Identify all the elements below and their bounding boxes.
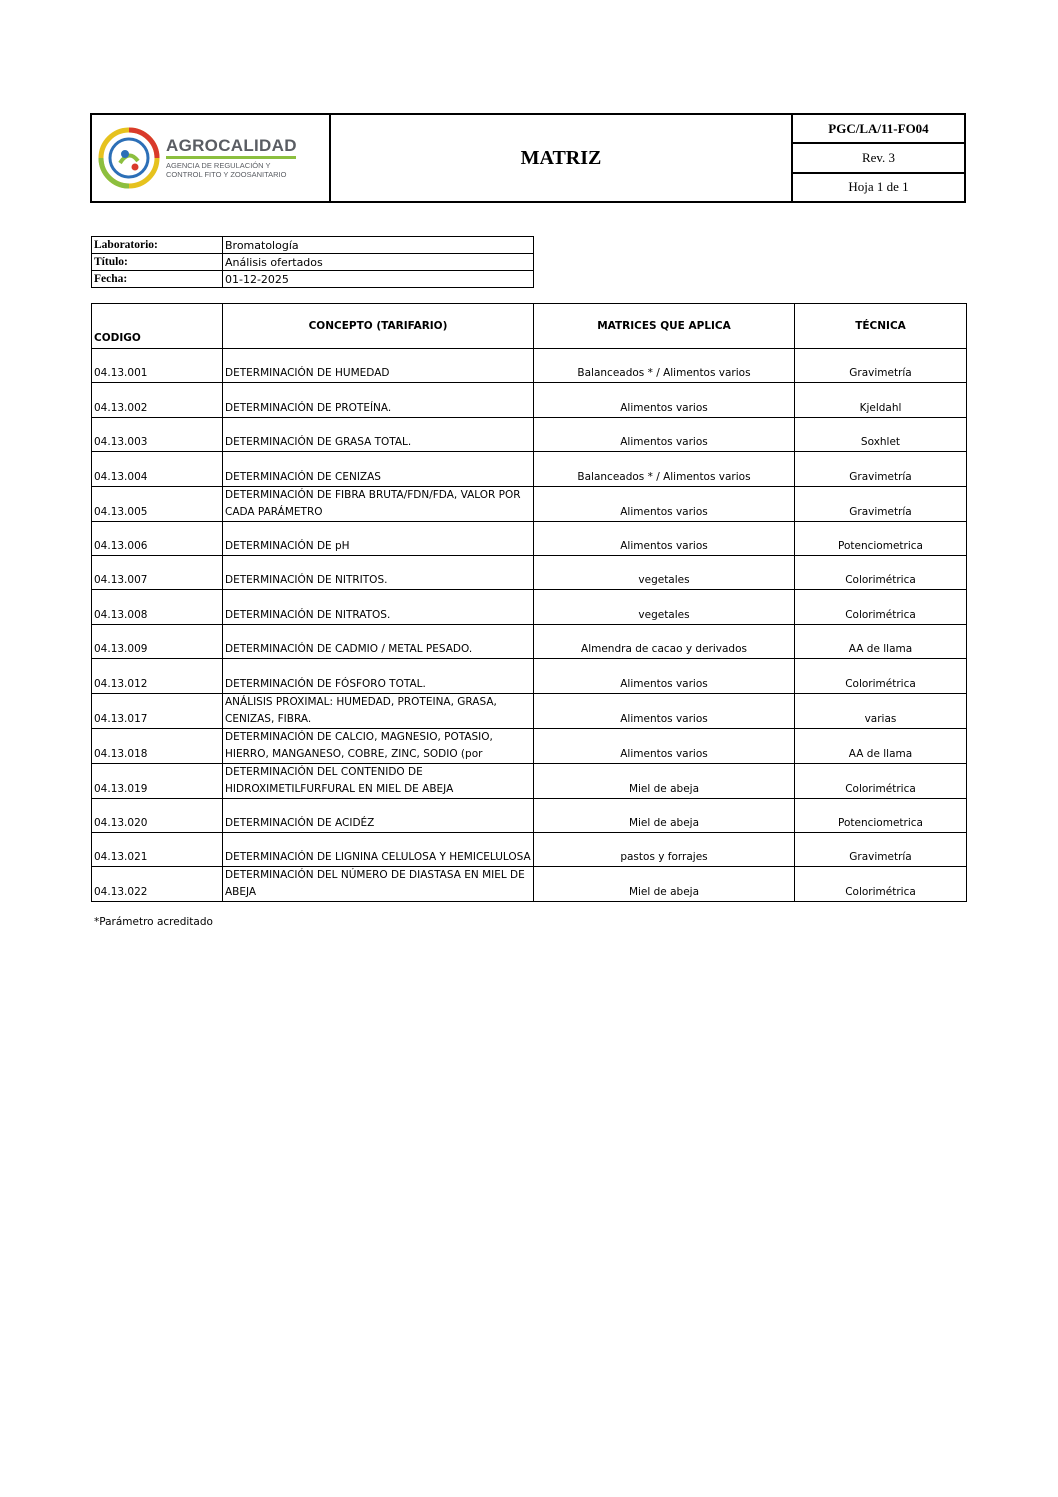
cell-technique: Potenciometrica xyxy=(795,521,967,555)
cell-technique: Colorimétrica xyxy=(795,659,967,693)
cell-code: 04.13.019 xyxy=(92,763,223,798)
cell-technique: Kjeldahl xyxy=(795,383,967,417)
document-header xyxy=(90,113,966,203)
info-row-laboratorio xyxy=(92,237,534,254)
cell-concept: DETERMINACIÓN DEL NÚMERO DE DIASTASA EN MIEL DE ABEJA xyxy=(223,867,534,902)
cell-technique: Gravimetría xyxy=(795,486,967,521)
column-header-concepto: CONCEPTO (TARIFARIO) xyxy=(223,304,534,349)
logo-cell xyxy=(92,115,331,201)
document-revision: Rev. 3 xyxy=(793,142,964,171)
info-label: Título: xyxy=(92,254,223,271)
cell-technique: Soxhlet xyxy=(795,417,967,451)
cell-code: 04.13.017 xyxy=(92,693,223,728)
document-code: PGC/LA/11-FO04 xyxy=(828,120,929,136)
table-row xyxy=(92,521,967,555)
cell-concept: DETERMINACIÓN DE CENIZAS xyxy=(223,452,534,486)
logo-subtitle-1: AGENCIA DE REGULACIÓN Y xyxy=(166,160,271,170)
cell-matrix: pastos y forrajes xyxy=(534,832,795,866)
cell-code: 04.13.003 xyxy=(92,417,223,451)
info-label: Laboratorio: xyxy=(92,237,223,254)
cell-matrix: Alimentos varios xyxy=(534,383,795,417)
cell-technique: Gravimetría xyxy=(795,349,967,383)
cell-technique: Colorimétrica xyxy=(795,590,967,624)
cell-concept: DETERMINACIÓN DE PROTEÍNA. xyxy=(223,383,534,417)
table-row xyxy=(92,693,967,728)
cell-matrix: Alimentos varios xyxy=(534,693,795,728)
cell-matrix: Miel de abeja xyxy=(534,763,795,798)
table-row xyxy=(92,832,967,866)
table-row xyxy=(92,555,967,589)
column-header-tecnica: TÉCNICA xyxy=(795,304,967,349)
cell-concept: DETERMINACIÓN DE CADMIO / METAL PESADO. xyxy=(223,624,534,658)
logo-underline xyxy=(166,156,296,159)
cell-code: 04.13.006 xyxy=(92,521,223,555)
cell-concept: DETERMINACIÓN DE NITRATOS. xyxy=(223,590,534,624)
cell-matrix: Almendra de cacao y derivados xyxy=(534,624,795,658)
table-row xyxy=(92,486,967,521)
cell-matrix: Alimentos varios xyxy=(534,486,795,521)
cell-code: 04.13.004 xyxy=(92,452,223,486)
cell-concept: DETERMINACIÓN DE LIGNINA CELULOSA Y HEMICELULOSA xyxy=(223,832,534,866)
cell-code: 04.13.022 xyxy=(92,867,223,902)
cell-concept: DETERMINACIÓN DE pH xyxy=(223,521,534,555)
table-row xyxy=(92,763,967,798)
cell-matrix: vegetales xyxy=(534,590,795,624)
table-row xyxy=(92,417,967,451)
cell-technique: Potenciometrica xyxy=(795,798,967,832)
column-header-codigo: CODIGO xyxy=(92,304,223,349)
cell-concept: DETERMINACIÓN DE CALCIO, MAGNESIO, POTASIO, HIERRO, MANGANESO, COBRE, ZINC, SODIO (por xyxy=(223,728,534,763)
cell-concept: DETERMINACIÓN DE ACIDÉZ xyxy=(223,798,534,832)
cell-code: 04.13.012 xyxy=(92,659,223,693)
cell-matrix: vegetales xyxy=(534,555,795,589)
cell-technique: Colorimétrica xyxy=(795,763,967,798)
info-table xyxy=(91,236,534,288)
cell-technique: AA de llama xyxy=(795,728,967,763)
cell-matrix: Alimentos varios xyxy=(534,659,795,693)
cell-matrix: Alimentos varios xyxy=(534,521,795,555)
cell-code: 04.13.002 xyxy=(92,383,223,417)
cell-concept: DETERMINACIÓN DE FÓSFORO TOTAL. xyxy=(223,659,534,693)
document-page: Hoja 1 de 1 xyxy=(793,172,964,201)
document-meta xyxy=(793,115,964,201)
table-row xyxy=(92,383,967,417)
logo-name: AGROCALIDAD xyxy=(166,135,297,155)
info-row-titulo xyxy=(92,254,534,271)
table-row xyxy=(92,349,967,383)
table-row xyxy=(92,590,967,624)
cell-technique: AA de llama xyxy=(795,624,967,658)
cell-matrix: Alimentos varios xyxy=(534,417,795,451)
table-row xyxy=(92,867,967,902)
cell-code: 04.13.021 xyxy=(92,832,223,866)
table-row xyxy=(92,624,967,658)
cell-code: 04.13.001 xyxy=(92,349,223,383)
cell-matrix: Miel de abeja xyxy=(534,798,795,832)
logo-subtitle-2: CONTROL FITO Y ZOOSANITARIO xyxy=(166,169,287,179)
cell-concept: DETERMINACIÓN DE GRASA TOTAL. xyxy=(223,417,534,451)
cell-technique: Colorimétrica xyxy=(795,867,967,902)
cell-matrix: Miel de abeja xyxy=(534,867,795,902)
agrocalidad-logo-icon xyxy=(98,127,160,189)
cell-concept: DETERMINACIÓN DEL CONTENIDO DE HIDROXIMETILFURFURAL EN MIEL DE ABEJA xyxy=(223,763,534,798)
analysis-table xyxy=(91,303,967,902)
cell-code: 04.13.005 xyxy=(92,486,223,521)
cell-technique: Colorimétrica xyxy=(795,555,967,589)
logo-wordmark xyxy=(166,137,297,179)
footnote: *Parámetro acreditado xyxy=(94,916,213,928)
info-value: 01-12-2025 xyxy=(223,271,534,288)
document-title: MATRIZ xyxy=(331,115,793,201)
cell-matrix: Alimentos varios xyxy=(534,728,795,763)
cell-code: 04.13.009 xyxy=(92,624,223,658)
cell-concept: DETERMINACIÓN DE HUMEDAD xyxy=(223,349,534,383)
cell-technique: varias xyxy=(795,693,967,728)
cell-code: 04.13.007 xyxy=(92,555,223,589)
cell-technique: Gravimetría xyxy=(795,832,967,866)
cell-code: 04.13.008 xyxy=(92,590,223,624)
cell-matrix: Balanceados * / Alimentos varios xyxy=(534,452,795,486)
table-header-row xyxy=(92,304,967,349)
info-label: Fecha: xyxy=(92,271,223,288)
cell-concept: ANÁLISIS PROXIMAL: HUMEDAD, PROTEINA, GRASA, CENIZAS, FIBRA. xyxy=(223,693,534,728)
table-row xyxy=(92,452,967,486)
table-row xyxy=(92,728,967,763)
cell-matrix: Balanceados * / Alimentos varios xyxy=(534,349,795,383)
info-value: Bromatología xyxy=(223,237,534,254)
cell-concept: DETERMINACIÓN DE FIBRA BRUTA/FDN/FDA, VALOR POR CADA PARÁMETRO xyxy=(223,486,534,521)
cell-code: 04.13.020 xyxy=(92,798,223,832)
cell-technique: Gravimetría xyxy=(795,452,967,486)
table-row xyxy=(92,659,967,693)
column-header-matrices: MATRICES QUE APLICA xyxy=(534,304,795,349)
info-row-fecha xyxy=(92,271,534,288)
table-row xyxy=(92,798,967,832)
cell-concept: DETERMINACIÓN DE NITRITOS. xyxy=(223,555,534,589)
cell-code: 04.13.018 xyxy=(92,728,223,763)
info-value: Análisis ofertados xyxy=(223,254,534,271)
